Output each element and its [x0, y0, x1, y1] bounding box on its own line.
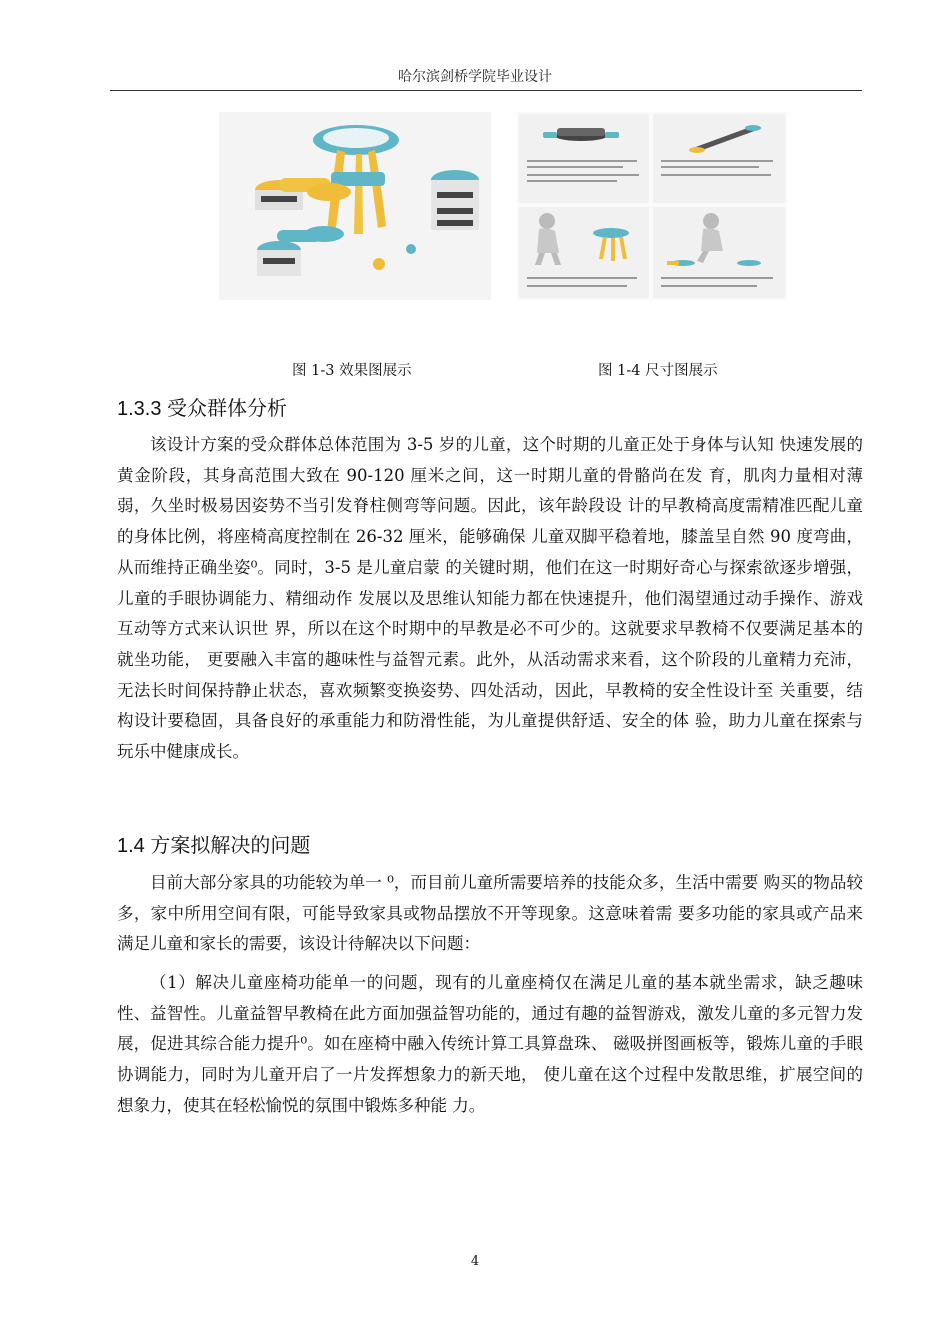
- product-render-illustration: [219, 112, 491, 300]
- figure-1-3-caption: 图 1-3 效果图展示: [292, 363, 412, 379]
- section-1-4-paragraph-2: （1）解决儿童座椅功能单一的问题，现有的儿童座椅仅在满足儿童的基本就坐需求，缺乏趣味性、益智性。儿童益智早教椅在此方面加强益智功能的，通过有趣的益智游戏，激发儿童的多元智力发展，促进其综合能力提升⁰。如在座椅中融入传统计算工具算盘珠、 磁吸拼图画板等，锻炼儿童的手眼协调能力，同时为儿童开启了一片发挥想象力的新天地， 使儿童在这个过程中发散思维，扩展空间的想象力，使其在轻松愉悦的氛围中锻炼多种能 力。: [117, 973, 863, 1115]
- figure-1-3-image: [219, 112, 491, 300]
- section-heading-1-4: 1.4 方案拟解决的问题: [117, 835, 311, 857]
- usage-panel-3: [519, 207, 649, 298]
- header-rule: [110, 90, 862, 91]
- usage-panel-4: [653, 207, 785, 298]
- page-header-title: 哈尔滨剑桥学院毕业设计: [398, 69, 552, 85]
- figure-1-4-image: [517, 112, 787, 300]
- usage-panel-2: [653, 114, 785, 203]
- balancing-board-illustration: [653, 114, 785, 158]
- usage-panel-1: [519, 114, 649, 203]
- figure-1-4-caption: 图 1-4 尺寸图展示: [598, 363, 718, 379]
- child-jumping-illustration: [653, 207, 785, 269]
- section-heading-1-3-3: 1.3.3 受众群体分析: [117, 398, 288, 420]
- child-throwing-illustration: [519, 207, 649, 269]
- page-number: 4: [470, 1254, 480, 1269]
- section-1-3-3-paragraph: 该设计方案的受众群体总体范围为 3-5 岁的儿童，这个时期的儿童正处于身体与认知 快速发展的黄金阶段，其身高范围大致在 90-120 厘米之间，这一时期儿童的骨骼尚在发 育，肌肉力量相对薄弱，久坐时极易因姿势不当引发脊柱侧弯等问题。因此，该年龄段设 计的早教椅高度需精准匹配儿童的身体比例，将座椅高度控制在 26-32 厘米，能够确保 儿童双脚平稳着地，膝盖呈自然 90 度弯曲，从而维持正确坐姿⁰。同时，3-5 是儿童启蒙 的关键时期，他们在这一时期好奇心与探索欲逐步增强，儿童的手眼协调能力、精细动作 发展以及思维认知能力都在快速提升，他们渴望通过动手操作、游戏互动等方式来认识世 界，所以在这个时期中的早教是必不可少的。这就要求早教椅不仅要满足基本的就坐功能， 更要融入丰富的趣味性与益智元素。此外，从活动需求来看，这个阶段的儿童精力充沛， 无法长时间保持静止状态，喜欢频繁变换姿势、四处活动，因此，早教椅的安全性设计至 关重要，结构设计要稳固，具备良好的承重能力和防滑性能，为儿童提供舒适、安全的体 验，助力儿童在探索与玩乐中健康成长。: [117, 435, 863, 762]
- balancing-illustration: [519, 114, 649, 158]
- section-1-4-paragraph-1: 目前大部分家具的功能较为单一 ⁰，而目前儿童所需要培养的技能众多，生活中需要 购买的物品较多，家中所用空间有限，可能导致家具或物品摆放不开等现象。这意味着需 要多功能的家具或产品来满足儿童和家长的需要，该设计待解决以下问题：: [117, 873, 863, 954]
